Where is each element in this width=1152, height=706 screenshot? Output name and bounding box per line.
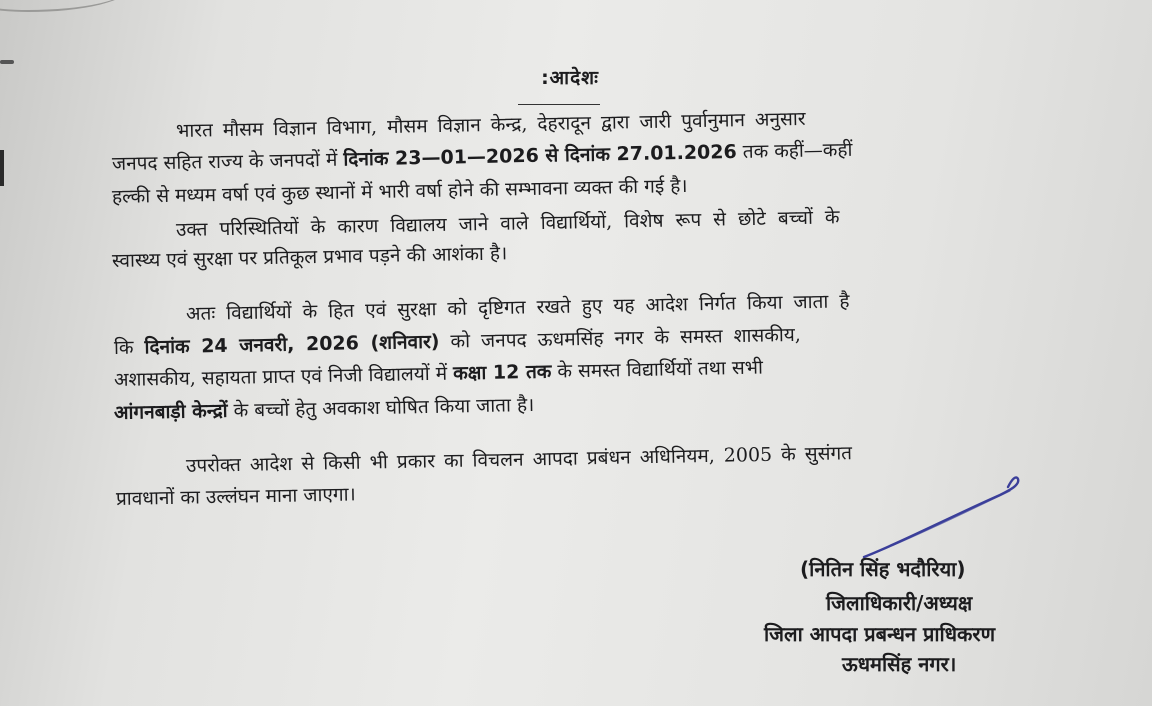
edge-mark-left	[0, 150, 4, 186]
para2-class-limit: कक्षा 12 तक	[452, 360, 552, 385]
para2-line4	[114, 393, 535, 425]
edge-mark-top	[0, 60, 14, 64]
heading-underline	[518, 104, 600, 105]
signatory-district: ऊधमसिंह नगर।	[842, 652, 957, 676]
order-heading: :आदेशः	[541, 67, 599, 89]
para2-holiday-date: दिनांक 24 जनवरी, 2026 (शनिवार)	[144, 330, 440, 359]
para1-line5: स्वास्थ्य एवं सुरक्षा पर प्रतिकूल प्रभाव पड़ने की आशंका है।	[111, 242, 508, 272]
para2-line2-text-c: को जनपद ऊधमसिंह नगर के समस्त शासकीय,	[439, 323, 802, 353]
para2-line2	[114, 323, 801, 360]
para1-date-range: दिनांक 23—01—2026 से दिनांक 27.01.2026	[343, 141, 737, 171]
para3-line2: प्रावधानों का उल्लंघन माना जाएगा।	[115, 483, 356, 510]
signatory-authority: जिला आपदा प्रबन्धन प्राधिकरण	[764, 622, 996, 646]
para3-line1: उपरोक्त आदेश से किसी भी प्रकार का विचलन आपदा प्रबंधन अधिनियम, 2005 के सुसंगत	[185, 442, 853, 477]
para2-line2-text-a: कि	[113, 336, 145, 359]
signatory-designation: जिलाधिकारी/अध्यक्ष	[826, 591, 973, 615]
para2-line3-text-c: के समस्त विद्यार्थियों तथा सभी	[551, 356, 764, 383]
para1-line1: भारत मौसम विज्ञान विभाग, मौसम विज्ञान केन्द्र, देहरादून द्वारा जारी पुर्वानुमान अनुसार	[175, 107, 806, 142]
signatory-name: (नितिन सिंह भदौरिया)	[800, 557, 966, 581]
para2-line4-text-b: के बच्चों हेतु अवकाश घोषित किया जाता है।	[227, 393, 535, 422]
para2-anganwadi: आंगनबाड़ी केन्द्रों	[113, 399, 228, 424]
signature-mark	[860, 465, 1040, 565]
para1-line2	[112, 138, 853, 176]
para2-line1: अतः विद्यार्थियों के हित एवं सुरक्षा को दृष्टिगत रखते हुए यह आदेश निर्गत किया जाता है	[185, 290, 850, 325]
para1-line2-text-c: तक कहीं—कहीं	[736, 138, 853, 164]
paper-curl	[0, 0, 130, 12]
para2-line3	[114, 356, 763, 392]
para1-line4: उक्त परिस्थितियों के कारण विद्यालय जाने वाले विद्यार्थियों, विशेष रूप से छोटे बच्चों के	[175, 206, 840, 241]
para1-line2-text-a: जनपद सहित राज्य के जनपदों में	[111, 148, 344, 175]
para1-line3: हल्की से मध्यम वर्षा एवं कुछ स्थानों में भारी वर्षा होने की सम्भावना व्यक्त की गई है।	[111, 174, 688, 208]
para2-line3-text-a: अशासकीय, सहायता प्राप्त एवं निजी विद्यालयों में	[113, 362, 454, 391]
